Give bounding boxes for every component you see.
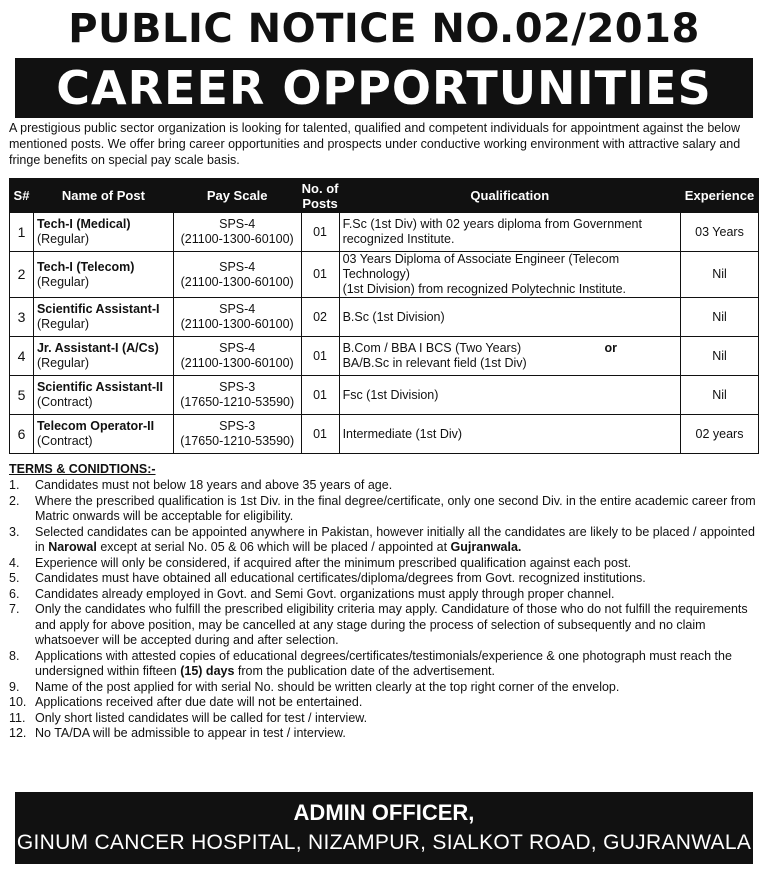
row-pay — [173, 376, 301, 415]
row-sn: 3 — [10, 298, 34, 337]
row-sn: 5 — [10, 376, 34, 415]
post-name: Telecom Operator-II — [36, 419, 155, 433]
row-experience: 03 Years — [680, 213, 758, 252]
pay-scale: SPS-3 — [219, 419, 256, 433]
term-number: 4. — [9, 555, 20, 570]
term-item — [9, 587, 757, 603]
row-posts: 01 — [301, 213, 339, 252]
term-number: 3. — [9, 524, 20, 539]
post-name: Tech-I (Medical) — [36, 217, 131, 231]
term-text — [35, 525, 757, 556]
term-number: 8. — [9, 648, 20, 663]
post-name: Jr. Assistant-I (A/Cs) — [36, 341, 159, 355]
footer-address: GINUM CANCER HOSPITAL, NIZAMPUR, SIALKOT ROAD, GUJRANWALA — [16, 831, 752, 854]
term-text-part: Applications with attested copies of educational degrees/certificates/testimonials/experience & one photograph must reach the undersigned within fifteen — [35, 648, 732, 678]
footer-banner — [15, 792, 753, 864]
pay-range: (21100-1300-60100) — [180, 356, 294, 370]
row-qualification — [339, 252, 680, 298]
row-experience: Nil — [680, 298, 758, 337]
row-experience: Nil — [680, 252, 758, 298]
terms-list — [9, 478, 757, 742]
row-experience: Nil — [680, 337, 758, 376]
term-number: 2. — [9, 493, 20, 508]
term-number: 10. — [9, 695, 27, 709]
term-item — [9, 494, 757, 525]
row-qualification — [339, 298, 680, 337]
term-highlight: (15) days — [180, 664, 235, 678]
row-post — [33, 337, 173, 376]
row-sn: 1 — [10, 213, 34, 252]
term-number: 5. — [9, 571, 20, 585]
pay-range: (21100-1300-60100) — [180, 232, 294, 246]
term-item — [9, 571, 757, 587]
table-row — [10, 252, 759, 298]
post-name: Scientific Assistant-I — [36, 302, 160, 316]
term-item — [9, 525, 757, 556]
qual-line1: Intermediate (1st Div) — [342, 426, 463, 441]
term-number: 9. — [9, 679, 20, 694]
header-pay: Pay Scale — [173, 179, 301, 213]
term-number: 11. — [9, 710, 26, 725]
post-type: (Regular) — [36, 317, 90, 331]
term-number: 6. — [9, 586, 20, 601]
table-row — [10, 337, 759, 376]
post-name: Tech-I (Telecom) — [36, 259, 135, 274]
term-text-part: Selected candidates can be appointed anywhere in Pakistan, however initially all the candidates are likely to be placed / appointed in — [35, 524, 755, 554]
row-qualification — [339, 415, 680, 454]
row-pay — [173, 298, 301, 337]
notice-title: PUBLIC NOTICE NO.02/2018 — [68, 6, 700, 52]
post-type: (Regular) — [36, 274, 90, 289]
term-text-part: except at serial No. 05 & 06 which will be placed / appointed at — [96, 540, 451, 554]
row-posts: 02 — [301, 298, 339, 337]
row-qualification — [339, 376, 680, 415]
qual-line1: B.Com / BBA I BCS (Two Years) — [342, 341, 522, 355]
header-experience: Experience — [680, 179, 758, 213]
row-posts: 01 — [301, 376, 339, 415]
term-highlight: Narowal — [48, 540, 97, 554]
row-post — [33, 415, 173, 454]
term-text: Applications received after due date will not be entertained. — [35, 695, 363, 709]
term-highlight: Gujranwala. — [450, 540, 522, 554]
row-post — [33, 252, 173, 298]
row-sn: 4 — [10, 337, 34, 376]
term-text: Only the candidates who fulfill the prescribed eligibility criteria may apply. Candidature of those who do not fulfill the requirements and apply for above position, may be cancelled at any stage during the process of selection of subsequently and no claim whatsoever will be accepted during and after selection. — [35, 602, 748, 647]
post-type: (Contract) — [36, 395, 93, 409]
term-number: 12. — [9, 726, 27, 740]
term-number: 1. — [9, 478, 20, 492]
pay-scale: SPS-3 — [219, 380, 256, 394]
term-text: Where the prescribed qualification is 1st Div. in the final degree/certificate, only one second Div. in the entire academic career from Matric onwards will be acceptable for eligibility. — [35, 493, 756, 523]
term-text: Name of the post applied for with serial No. should be written clearly at the top right corner of the envelop. — [35, 679, 620, 694]
post-type: (Contract) — [36, 434, 93, 448]
intro-paragraph: A prestigious public sector organization is looking for talented, qualified and competent individuals for appointment against the below mentioned posts. We offer bring career opportunities and prospects under conductive working environment with attractive salary and fringe benefits on special pay scale basis. — [9, 121, 741, 167]
qual-line1: B.Sc (1st Division) — [342, 309, 445, 324]
table-row — [10, 298, 759, 337]
pay-scale: SPS-4 — [219, 341, 256, 355]
term-item — [9, 726, 757, 742]
term-text: Candidates must not below 18 years and above 35 years of age. — [35, 478, 393, 492]
posts-table — [9, 178, 759, 454]
row-posts: 01 — [301, 337, 339, 376]
term-text: Candidates already employed in Govt. and Semi Govt. organizations must apply through proper channel. — [35, 586, 615, 601]
qual-or: or — [604, 341, 617, 355]
table-row — [10, 376, 759, 415]
row-pay — [173, 213, 301, 252]
term-item — [9, 649, 757, 680]
row-pay — [173, 337, 301, 376]
row-pay — [173, 415, 301, 454]
qual-line1: Fsc (1st Division) — [342, 387, 439, 402]
header-qualification: Qualification — [339, 179, 680, 213]
row-experience: 02 years — [680, 415, 758, 454]
table-row — [10, 213, 759, 252]
row-post — [33, 298, 173, 337]
row-pay — [173, 252, 301, 298]
pay-range: (21100-1300-60100) — [180, 317, 294, 331]
terms-heading: TERMS & CONIDTIONS:- — [9, 462, 156, 476]
term-item — [9, 556, 757, 572]
pay-scale: SPS-4 — [219, 302, 256, 316]
qual-line2: recognized Institute. — [342, 232, 455, 246]
term-text: Only short listed candidates will be called for test / interview. — [35, 710, 368, 725]
table-row — [10, 415, 759, 454]
pay-range: (17650-1210-53590) — [180, 395, 295, 409]
row-sn: 6 — [10, 415, 34, 454]
pay-scale: SPS-4 — [219, 217, 256, 231]
term-text: Candidates must have obtained all educational certificates/diploma/degrees from Govt. recognized institutions. — [35, 571, 646, 585]
term-text: Experience will only be considered, if acquired after the minimum prescribed qualification against each post. — [35, 555, 632, 570]
career-banner: CAREER OPPORTUNITIES — [15, 58, 753, 118]
row-post — [33, 213, 173, 252]
qual-line1: F.Sc (1st Div) with 02 years diploma from Government — [342, 217, 642, 231]
post-type: (Regular) — [36, 356, 90, 370]
row-posts: 01 — [301, 252, 339, 298]
term-item — [9, 680, 757, 696]
term-item — [9, 602, 757, 649]
post-type: (Regular) — [36, 232, 90, 246]
header-sn: S# — [10, 179, 34, 213]
row-sn: 2 — [10, 252, 34, 298]
row-qualification — [339, 213, 680, 252]
term-number: 7. — [9, 602, 20, 616]
footer-officer: ADMIN OFFICER, — [293, 800, 475, 825]
pay-scale: SPS-4 — [219, 259, 256, 274]
qual-line2: BA/B.Sc in relevant field (1st Div) — [342, 356, 527, 370]
table-header-row — [10, 179, 759, 213]
term-item — [9, 711, 757, 727]
qual-line2: (1st Division) from recognized Polytechnic Institute. — [342, 282, 627, 296]
qual-line1-wrap — [343, 341, 677, 356]
pay-range: (21100-1300-60100) — [180, 274, 294, 289]
term-text-part: from the publication date of the advertisement. — [234, 664, 496, 678]
pay-range: (17650-1210-53590) — [180, 434, 295, 448]
row-qualification — [339, 337, 680, 376]
term-text — [35, 649, 757, 680]
term-item — [9, 478, 757, 494]
row-post — [33, 376, 173, 415]
post-name: Scientific Assistant-II — [36, 380, 163, 394]
term-item — [9, 695, 757, 711]
row-experience: Nil — [680, 376, 758, 415]
term-text: No TA/DA will be admissible to appear in test / interview. — [35, 726, 346, 740]
header-posts: No. of Posts — [301, 180, 339, 211]
row-posts: 01 — [301, 415, 339, 454]
header-post: Name of Post — [33, 179, 173, 213]
qual-line1: 03 Years Diploma of Associate Engineer (Telecom Technology) — [342, 252, 620, 281]
